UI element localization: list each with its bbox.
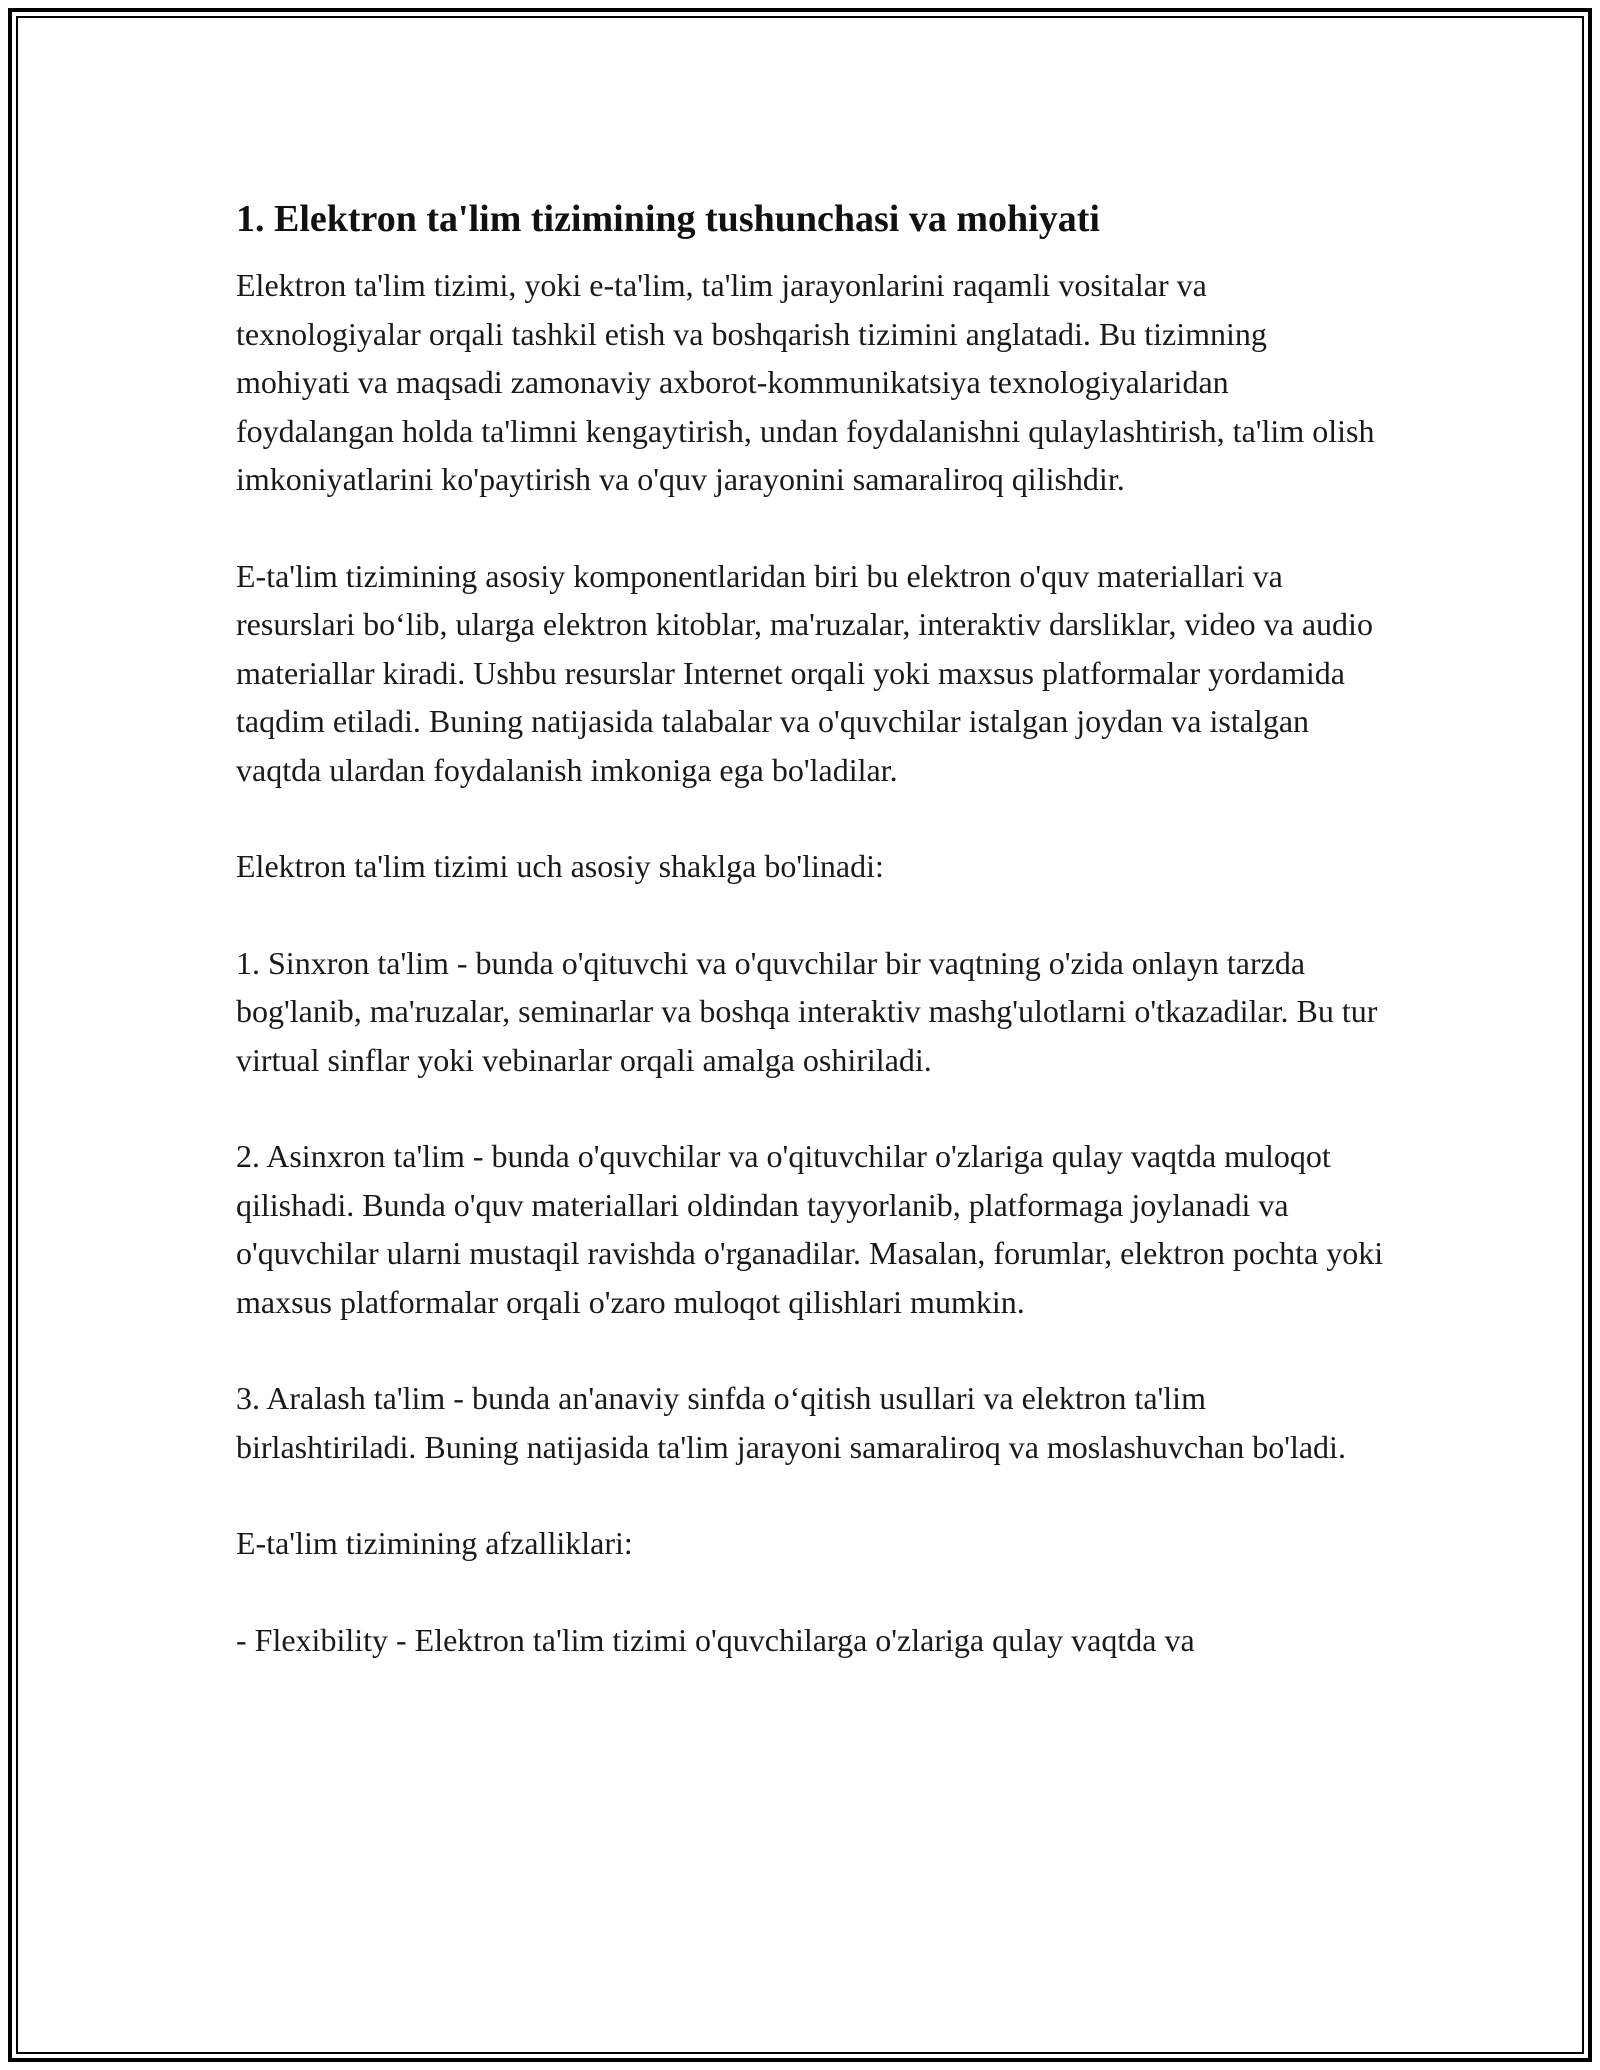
paragraph-advantages-intro: E-ta'lim tizimining afzalliklari: <box>236 1525 633 1561</box>
paragraph-asynchronous: 2. Asinxron ta'lim - bunda o'quvchilar va o'qituvchilar o'zlariga qulay vaqtda muloqot qilishadi. Bunda o'quv materiallari oldindan tayyorlanib, platformaga joylanadi va o'quvchilar ularni mustaqil ravishda o'rganadilar. Masalan, forumlar, elektron pochta yoki maxsus platformalar orqali o'zaro muloqot qilishlari mumkin. <box>236 1138 1384 1320</box>
paragraph-definition: Elektron ta'lim tizimi, yoki e-ta'lim, ta'lim jarayonlarini raqamli vositalar va texnologiyalar orqali tashkil etish va boshqarish tizimini anglatadi. Bu tizimning mohiyati va maqsadi zamonaviy axborot-kommunikatsiya texnologiyalaridan foydalangan holda ta'limni kengaytirish, undan foydalanishni qulaylashtirish, ta'lim olish imkoniyatlarini ko'paytirish va o'quv jarayonini samaraliroq qilishdir. <box>236 267 1375 497</box>
paragraph-synchronous: 1. Sinxron ta'lim - bunda o'qituvchi va o'quvchilar bir vaqtning o'zida onlayn tarzda bog'lanib, ma'ruzalar, seminarlar va boshqa interaktiv mashg'ulotlarni o'tkazadilar. Bu tur virtual sinflar yoki vebinarlar orqali amalga oshiriladi. <box>236 944 1378 1078</box>
section-title: 1. Elektron ta'lim tizimining tushunchasi va mohiyati <box>236 198 1100 240</box>
page-border <box>8 8 1592 2062</box>
paragraph-components: E-ta'lim tizimining asosiy komponentlaridan biri bu elektron o'quv materiallari va resurslari bo‘lib, ularga elektron kitoblar, ma'ruzalar, interaktiv darsliklar, video va audio materiallar kiradi. Ushbu resurslar Internet orqali yoki maxsus platformalar yordamida taqdim etiladi. Buning natijasida talabalar va o'quvchilar istalgan joydan va istalgan vaqtda ulardan foydalanish imkoniga ega bo'ladilar. <box>236 557 1373 788</box>
paragraph-flexibility: - Flexibility - Elektron ta'lim tizimi o'quvchilarga o'zlariga qulay vaqtda va <box>236 1621 1195 1658</box>
document-body <box>236 189 1386 1664</box>
paragraph-forms-intro: Elektron ta'lim tizimi uch asosiy shaklga bo'linadi: <box>236 848 884 884</box>
paragraph-blended: 3. Aralash ta'lim - bunda an'anaviy sinfda o‘qitish usullari va elektron ta'lim birlashtiriladi. Buning natijasida ta'lim jarayoni samaraliroq va moslashuvchan bo'ladi. <box>236 1380 1346 1465</box>
